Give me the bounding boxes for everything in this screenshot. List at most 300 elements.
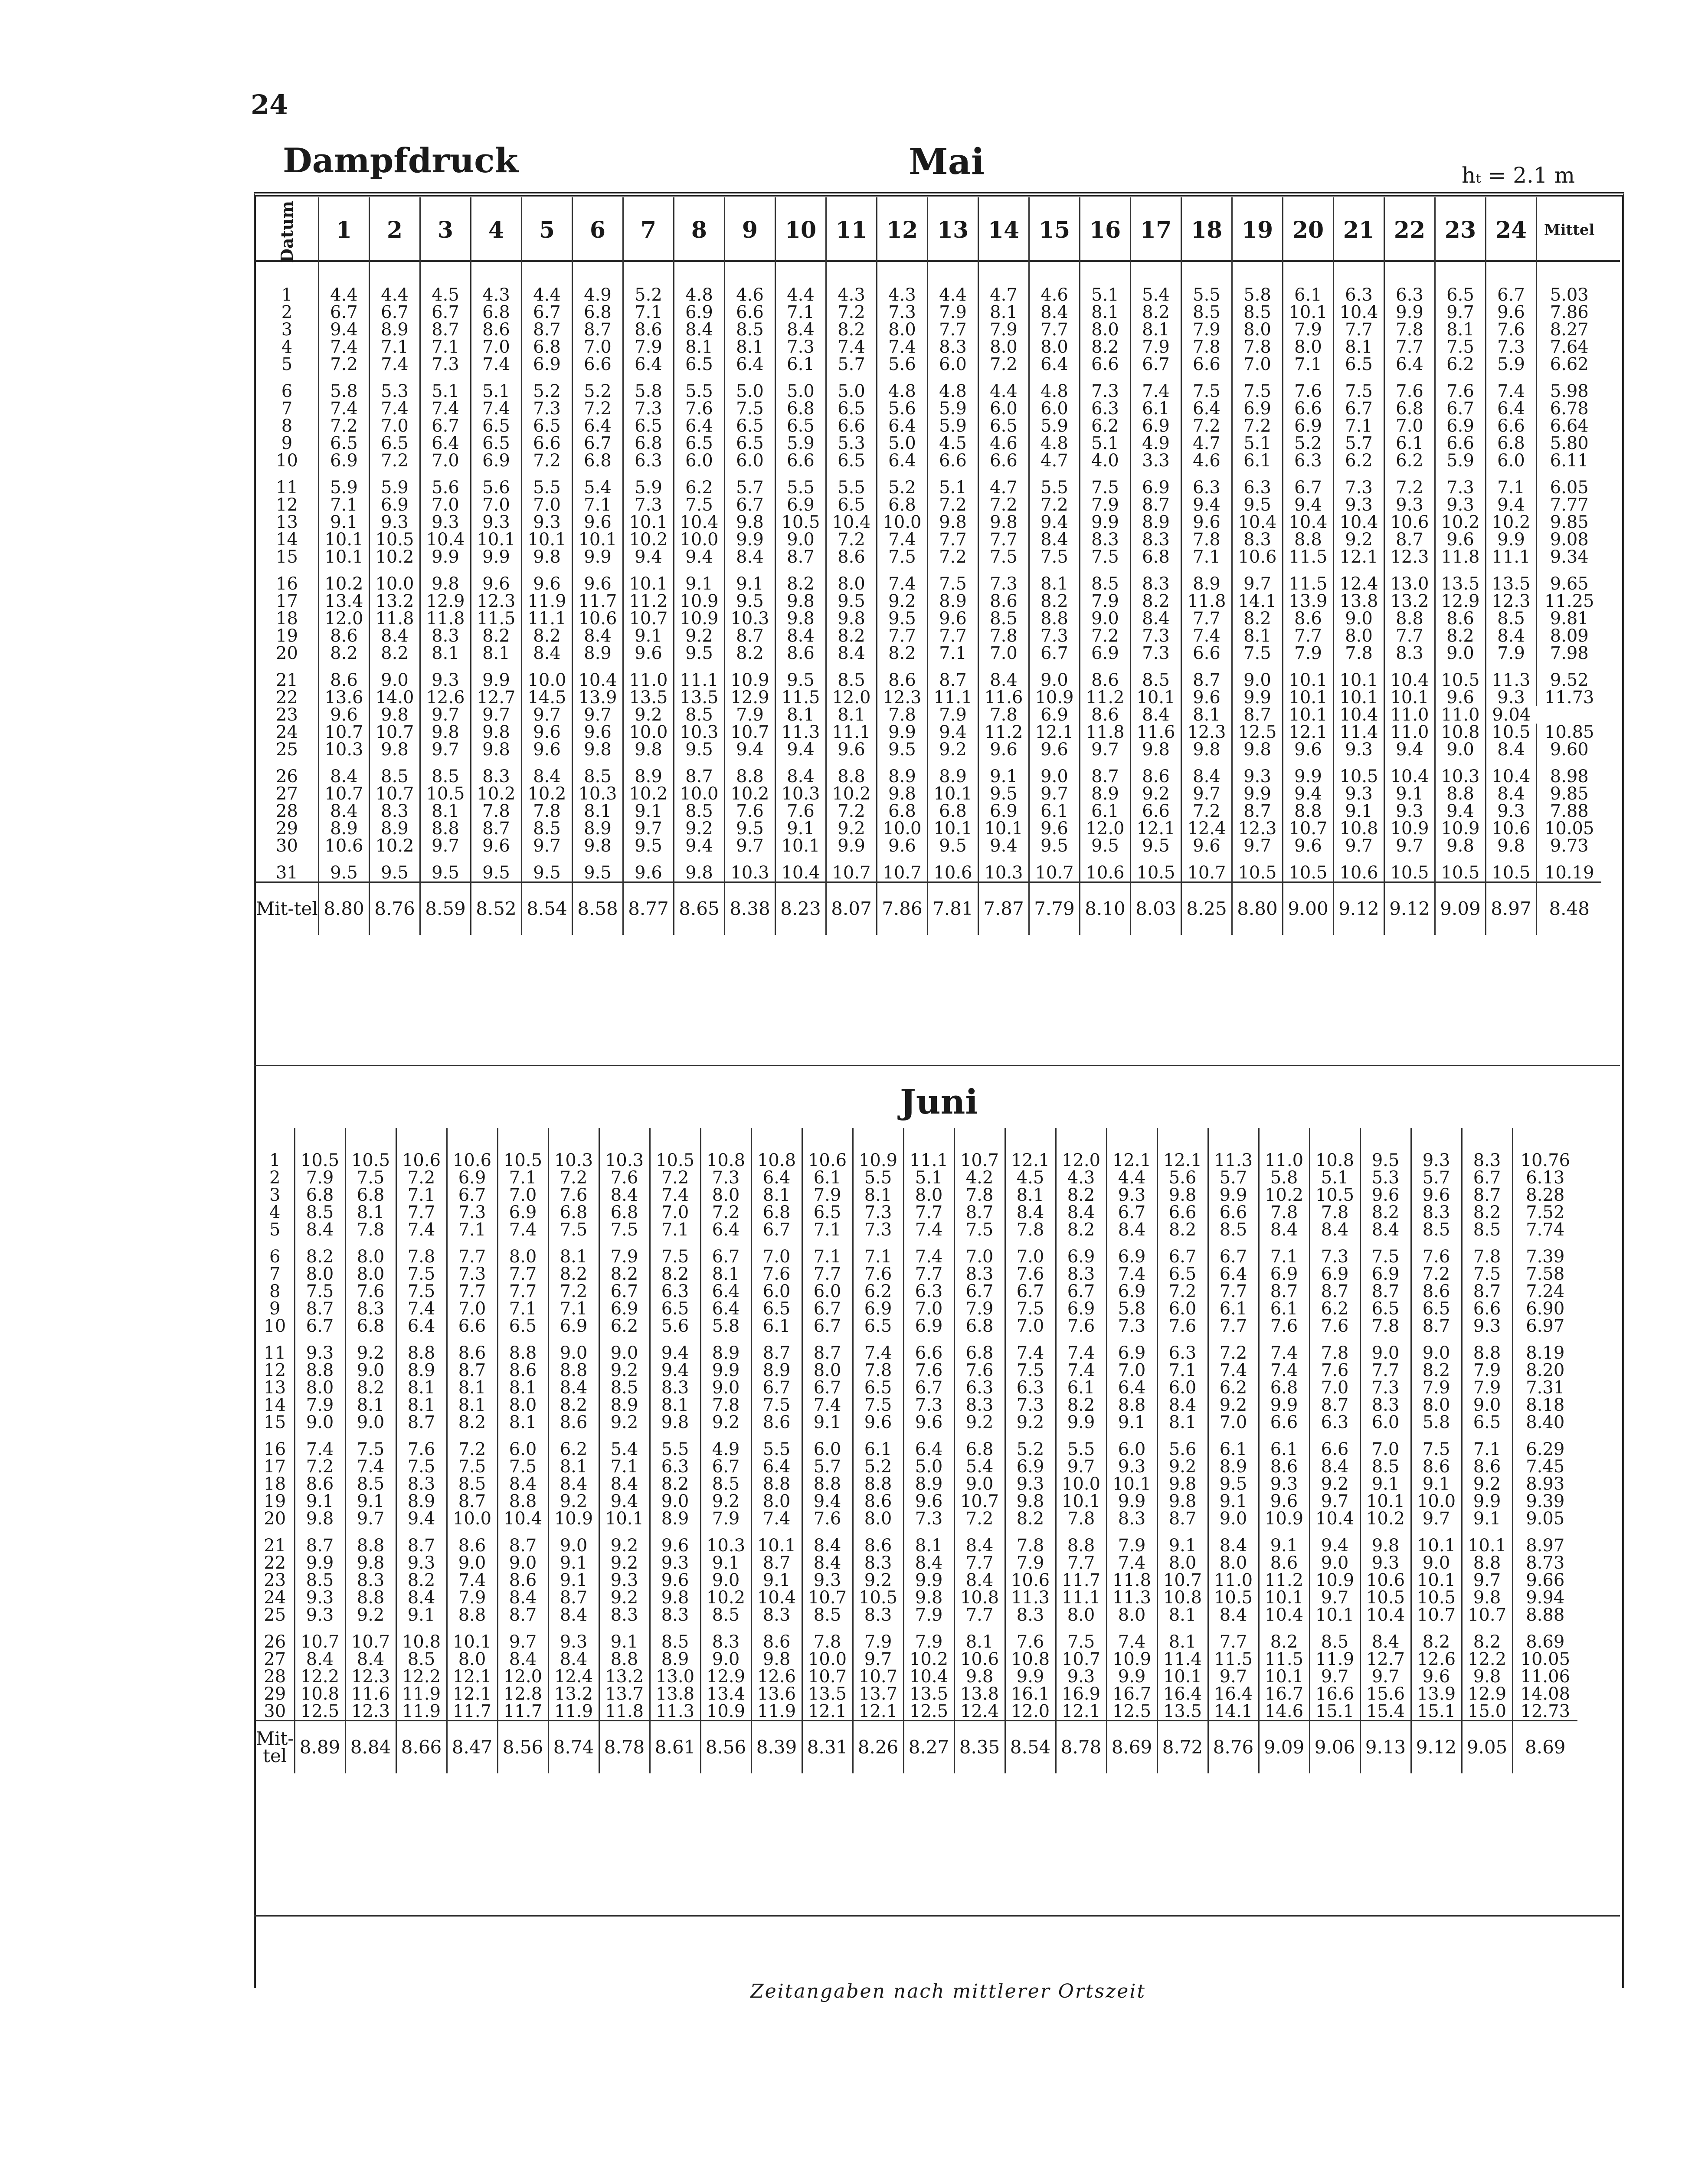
value-cell: 8.1 [826, 706, 877, 724]
value-cell: 9.0 [1029, 758, 1080, 785]
value-cell: 8.7 [674, 758, 724, 785]
value-cell: 9.3 [396, 1554, 447, 1572]
value-cell: 15.1 [1411, 1703, 1462, 1721]
value-cell: 6.5 [724, 435, 775, 452]
value-cell: 5.5 [1029, 469, 1080, 496]
value-cell: 13.6 [751, 1685, 802, 1703]
value-cell: 8.2 [1056, 1186, 1106, 1204]
mean-cell: 8.35 [954, 1721, 1005, 1774]
value-cell: 12.0 [318, 610, 369, 627]
value-cell: 7.5 [447, 1458, 497, 1475]
value-cell: 9.3 [294, 1335, 345, 1362]
value-cell: 6.8 [1130, 548, 1181, 566]
value-cell: 7.7 [978, 531, 1029, 548]
value-cell: 12.7 [1360, 1651, 1411, 1668]
value-cell: 10.4 [1486, 758, 1536, 785]
value-cell: 6.5 [802, 1204, 853, 1221]
value-cell: 7.3 [1309, 1238, 1360, 1265]
value-cell: 8.7 [497, 1527, 548, 1554]
value-cell: 10.0 [1056, 1475, 1106, 1493]
value-cell: 9.4 [674, 837, 724, 855]
value-cell: 8.7 [751, 1335, 802, 1362]
value-cell: 5.5 [775, 469, 826, 496]
value-cell: 7.3 [623, 400, 674, 417]
value-cell: 16.7 [1106, 1685, 1157, 1703]
value-cell: 7.1 [369, 338, 420, 356]
day-cell: 25 [264, 1606, 286, 1624]
value-cell: 8.3 [1411, 1204, 1462, 1221]
value-cell: 12.9 [1462, 1685, 1512, 1703]
value-cell: 5.7 [1208, 1169, 1259, 1186]
value-cell: 7.1 [650, 1221, 700, 1238]
value-cell: 8.8 [826, 758, 877, 785]
value-cell: 8.9 [572, 820, 623, 837]
value-cell: 10.6 [318, 837, 369, 855]
value-cell: 11.6 [1130, 724, 1181, 741]
value-cell: 10.8 [700, 1128, 751, 1169]
value-cell: 5.0 [724, 373, 775, 400]
value-cell: 8.7 [1309, 1283, 1360, 1300]
value-cell: 8.0 [802, 1362, 853, 1379]
column-header-hour: 1 [318, 197, 369, 262]
value-cell: 7.0 [1360, 1431, 1411, 1458]
value-cell: 11.9 [1309, 1651, 1360, 1668]
value-cell: 10.1 [1130, 689, 1181, 706]
value-cell: 10.5 [345, 1128, 396, 1169]
value-cell: 6.5 [1333, 356, 1384, 373]
value-cell: 7.4 [369, 400, 420, 417]
day-cell: 20 [264, 1510, 286, 1527]
value-cell: 7.4 [318, 338, 369, 356]
value-cell: 11.8 [420, 610, 471, 627]
value-cell: 5.9 [775, 435, 826, 452]
value-cell: 10.4 [572, 662, 623, 689]
value-cell: 5.9 [927, 400, 978, 417]
value-cell: 12.1 [447, 1685, 497, 1703]
value-cell: 6.0 [1157, 1379, 1208, 1396]
value-cell: 9.0 [345, 1414, 396, 1431]
mean-cell: 8.72 [1157, 1721, 1208, 1774]
value-cell: 8.1 [345, 1396, 396, 1414]
value-cell: 7.3 [1130, 627, 1181, 645]
value-cell: 7.5 [396, 1458, 447, 1475]
value-cell: 6.3 [1181, 469, 1232, 496]
value-cell: 10.0 [623, 724, 674, 741]
value-cell: 8.5 [650, 1624, 700, 1651]
value-cell: 9.7 [345, 1510, 396, 1527]
value-cell: 6.3 [1283, 452, 1333, 469]
value-cell: 8.7 [1384, 531, 1435, 548]
value-cell: 9.3 [1259, 1475, 1309, 1493]
table-row [256, 469, 1601, 496]
value-cell: 9.8 [1005, 1493, 1056, 1510]
value-cell: 6.7 [318, 304, 369, 321]
value-cell: 12.9 [724, 689, 775, 706]
value-cell: 9.9 [1462, 1493, 1512, 1510]
value-cell: 8.8 [1283, 803, 1333, 820]
value-cell: 8.4 [1130, 706, 1181, 724]
table-row [256, 1221, 1577, 1238]
value-cell: 13.0 [650, 1668, 700, 1685]
value-cell: 8.1 [751, 1186, 802, 1204]
value-cell: 5.9 [369, 469, 420, 496]
value-cell: 6.2 [1435, 356, 1486, 373]
value-cell: 8.5 [826, 662, 877, 689]
value-cell: 9.2 [700, 1493, 751, 1510]
value-cell: 9.0 [548, 1527, 599, 1554]
table-row [256, 820, 1601, 837]
value-cell: 9.0 [1080, 610, 1130, 627]
value-cell: 6.7 [751, 1379, 802, 1396]
value-cell: 6.4 [751, 1169, 802, 1186]
value-cell: 9.5 [1080, 837, 1130, 855]
value-cell: 8.9 [1208, 1458, 1259, 1475]
value-cell: 7.5 [1080, 548, 1130, 566]
value-cell: 9.6 [1259, 1493, 1309, 1510]
value-cell: 9.8 [1157, 1475, 1208, 1493]
value-cell: 10.0 [521, 662, 572, 689]
value-cell: 7.5 [1232, 373, 1283, 400]
value-cell: 8.4 [1259, 1221, 1309, 1238]
value-cell: 7.6 [751, 1265, 802, 1283]
value-cell: 8.5 [420, 758, 471, 785]
value-cell: 9.2 [853, 1572, 903, 1589]
value-cell: 7.4 [1106, 1554, 1157, 1572]
value-cell: 8.6 [751, 1624, 802, 1651]
value-cell: 7.5 [599, 1221, 650, 1238]
value-cell: 11.0 [1384, 724, 1435, 741]
value-cell: 9.6 [623, 645, 674, 662]
value-cell: 7.3 [1333, 469, 1384, 496]
value-cell: 10.9 [548, 1510, 599, 1527]
day-cell: 23 [264, 1572, 286, 1589]
value-cell: 8.18 [1512, 1396, 1577, 1414]
value-cell: 6.6 [572, 356, 623, 373]
value-cell: 7.5 [1181, 373, 1232, 400]
value-cell: 9.2 [1462, 1475, 1512, 1493]
value-cell: 8.2 [1029, 593, 1080, 610]
value-cell: 7.9 [1486, 645, 1536, 662]
value-cell: 10.6 [447, 1128, 497, 1169]
value-cell: 7.2 [826, 304, 877, 321]
day-cell: 30 [276, 837, 298, 855]
value-cell: 6.1 [1056, 1379, 1106, 1396]
value-cell: 10.0 [877, 514, 927, 531]
mean-cell: 8.59 [420, 882, 471, 935]
value-cell: 8.2 [775, 566, 826, 593]
value-cell: 7.8 [1309, 1335, 1360, 1362]
value-cell: 9.8 [1157, 1493, 1208, 1510]
value-cell: 10.1 [1283, 662, 1333, 689]
table-row [256, 1624, 1577, 1651]
value-cell: 10.1 [623, 566, 674, 593]
value-cell: 7.1 [1333, 417, 1384, 435]
value-cell: 6.8 [572, 304, 623, 321]
value-cell: 7.8 [345, 1221, 396, 1238]
value-cell: 7.1 [775, 304, 826, 321]
value-cell: 6.9 [978, 803, 1029, 820]
value-cell: 9.9 [903, 1572, 954, 1589]
value-cell: 10.5 [1333, 758, 1384, 785]
value-cell: 4.9 [700, 1431, 751, 1458]
value-cell: 6.2 [1333, 452, 1384, 469]
value-cell: 5.6 [471, 469, 521, 496]
value-cell: 9.2 [599, 1554, 650, 1572]
value-cell: 6.3 [650, 1458, 700, 1475]
value-cell: 10.6 [802, 1128, 853, 1169]
value-cell: 8.9 [903, 1475, 954, 1493]
value-cell: 6.8 [294, 1186, 345, 1204]
value-cell: 10.5 [1208, 1589, 1259, 1606]
value-cell: 12.3 [1486, 593, 1536, 610]
value-cell: 8.6 [1411, 1458, 1462, 1475]
value-cell: 5.3 [1360, 1169, 1411, 1186]
value-cell: 7.7 [1029, 321, 1080, 338]
value-cell: 6.29 [1512, 1431, 1577, 1458]
value-cell: 9.4 [623, 548, 674, 566]
value-cell: 8.1 [497, 1379, 548, 1396]
value-cell: 5.2 [623, 262, 674, 304]
value-cell: 10.6 [1486, 820, 1536, 837]
value-cell: 9.4 [1283, 496, 1333, 514]
value-cell: 6.9 [1130, 417, 1181, 435]
value-cell: 10.1 [1283, 689, 1333, 706]
value-cell: 7.9 [1130, 338, 1181, 356]
value-cell: 10.2 [369, 548, 420, 566]
value-cell: 9.2 [1130, 785, 1181, 803]
value-cell: 9.6 [826, 741, 877, 758]
value-cell: 4.7 [1181, 435, 1232, 452]
table-row [256, 741, 1601, 758]
value-cell: 9.2 [1157, 1458, 1208, 1475]
value-cell: 10.1 [599, 1510, 650, 1527]
value-cell: 7.7 [1384, 627, 1435, 645]
value-cell: 13.5 [1157, 1703, 1208, 1721]
value-cell: 8.6 [1259, 1554, 1309, 1572]
value-cell: 9.6 [650, 1572, 700, 1589]
value-cell: 10.2 [724, 785, 775, 803]
day-cell: 10 [276, 452, 298, 469]
value-cell: 10.5 [1130, 855, 1181, 882]
value-cell: 9.1 [623, 803, 674, 820]
value-cell: 5.2 [572, 373, 623, 400]
value-cell: 9.7 [572, 706, 623, 724]
value-cell: 9.3 [1056, 1668, 1106, 1685]
value-cell: 4.3 [471, 262, 521, 304]
value-cell: 6.4 [724, 356, 775, 373]
mean-cell: 8.97 [1486, 882, 1536, 935]
value-cell: 10.1 [1411, 1527, 1462, 1554]
value-cell: 6.6 [1080, 356, 1130, 373]
value-cell: 8.5 [599, 1379, 650, 1396]
value-cell: 6.6 [1486, 417, 1536, 435]
value-cell: 10.4 [1259, 1606, 1309, 1624]
value-cell: 8.6 [1283, 610, 1333, 627]
value-cell: 10.8 [954, 1589, 1005, 1606]
value-cell: 8.8 [1056, 1527, 1106, 1554]
value-cell: 10.9 [1029, 689, 1080, 706]
value-cell: 8.7 [548, 1589, 599, 1606]
value-cell: 12.7 [471, 689, 521, 706]
mean-cell: 9.06 [1309, 1721, 1360, 1774]
value-cell: 9.5 [927, 837, 978, 855]
value-cell: 5.2 [1283, 435, 1333, 452]
value-cell: 6.8 [751, 1204, 802, 1221]
value-cell: 5.6 [1157, 1431, 1208, 1458]
value-cell: 8.7 [497, 1606, 548, 1624]
value-cell: 8.1 [1333, 338, 1384, 356]
value-cell: 8.5 [447, 1475, 497, 1493]
value-cell: 7.1 [802, 1238, 853, 1265]
value-cell: 8.6 [775, 645, 826, 662]
value-cell: 4.4 [978, 373, 1029, 400]
value-cell: 9.8 [826, 610, 877, 627]
value-cell: 8.8 [599, 1651, 650, 1668]
mean-cell: 8.69 [1512, 1721, 1577, 1774]
value-cell: 5.6 [877, 400, 927, 417]
value-cell: 8.2 [599, 1265, 650, 1283]
value-cell: 9.0 [700, 1651, 751, 1668]
value-cell: 9.8 [294, 1510, 345, 1527]
value-cell: 8.7 [751, 1554, 802, 1572]
value-cell: 8.2 [1462, 1624, 1512, 1651]
value-cell: 9.1 [1411, 1475, 1462, 1493]
value-cell: 8.4 [521, 758, 572, 785]
value-cell: 9.7 [420, 741, 471, 758]
value-cell: 14.1 [1208, 1703, 1259, 1721]
value-cell: 10.3 [724, 855, 775, 882]
value-cell: 9.5 [1232, 496, 1283, 514]
value-cell: 6.5 [1411, 1300, 1462, 1317]
value-cell: 6.3 [1005, 1379, 1056, 1396]
value-cell: 7.3 [447, 1265, 497, 1283]
value-cell: 10.2 [1486, 514, 1536, 531]
value-cell: 8.8 [1029, 610, 1080, 627]
value-cell: 4.4 [927, 262, 978, 304]
value-cell: 6.7 [420, 417, 471, 435]
day-cell: 18 [276, 610, 298, 627]
value-cell: 8.1 [471, 645, 521, 662]
value-cell: 5.2 [877, 469, 927, 496]
value-cell: 7.3 [853, 1204, 903, 1221]
value-cell: 6.0 [1360, 1414, 1411, 1431]
value-cell: 10.3 [1435, 758, 1486, 785]
value-cell: 13.5 [1486, 566, 1536, 593]
day-cell: 31 [276, 863, 298, 882]
value-cell: 8.5 [369, 758, 420, 785]
value-cell: 16.6 [1309, 1685, 1360, 1703]
day-cell: 7 [269, 1265, 281, 1283]
value-cell: 7.5 [396, 1283, 447, 1300]
day-cell: 16 [276, 574, 298, 593]
value-cell: 7.7 [1208, 1317, 1259, 1335]
value-cell: 9.8 [1232, 741, 1283, 758]
value-cell: 6.4 [903, 1431, 954, 1458]
value-cell: 8.7 [1259, 1283, 1309, 1300]
value-cell: 5.8 [1106, 1300, 1157, 1317]
value-cell: 6.2 [1384, 452, 1435, 469]
value-cell: 10.1 [1384, 689, 1435, 706]
value-cell: 8.7 [1309, 1396, 1360, 1414]
value-cell: 8.3 [599, 1606, 650, 1624]
value-cell: 7.9 [1462, 1379, 1512, 1396]
value-cell: 8.09 [1536, 627, 1601, 645]
value-cell: 9.8 [724, 514, 775, 531]
value-cell: 8.4 [521, 645, 572, 662]
value-cell: 5.5 [826, 469, 877, 496]
value-cell: 11.8 [1080, 724, 1130, 741]
value-cell: 9.0 [1232, 662, 1283, 689]
value-cell: 10.7 [877, 855, 927, 882]
value-cell: 9.4 [1181, 496, 1232, 514]
table-row [256, 1186, 1577, 1204]
value-cell: 13.5 [623, 689, 674, 706]
value-cell: 7.2 [1384, 469, 1435, 496]
value-cell: 4.7 [978, 262, 1029, 304]
value-cell: 8.1 [903, 1527, 954, 1554]
value-cell: 10.4 [497, 1510, 548, 1527]
value-cell: 5.1 [471, 373, 521, 400]
value-cell: 8.9 [650, 1510, 700, 1527]
value-cell: 6.4 [700, 1283, 751, 1300]
value-cell: 10.1 [1283, 304, 1333, 321]
mean-cell: 8.78 [599, 1721, 650, 1774]
value-cell: 11.8 [369, 610, 420, 627]
value-cell: 7.5 [1411, 1431, 1462, 1458]
value-cell: 9.9 [1232, 785, 1283, 803]
value-cell: 8.2 [826, 627, 877, 645]
value-cell: 7.1 [802, 1221, 853, 1238]
value-cell: 8.4 [599, 1475, 650, 1493]
value-cell: 10.3 [318, 741, 369, 758]
value-cell: 10.4 [1333, 304, 1384, 321]
value-cell: 6.3 [1333, 262, 1384, 304]
value-cell: 7.4 [396, 1221, 447, 1238]
value-cell: 6.6 [775, 452, 826, 469]
value-cell: 6.6 [1462, 1300, 1512, 1317]
day-cell: 1 [269, 1150, 281, 1169]
value-cell: 8.7 [420, 321, 471, 338]
value-cell: 10.1 [927, 820, 978, 837]
value-cell: 9.4 [1486, 496, 1536, 514]
value-cell: 7.3 [420, 356, 471, 373]
value-cell: 7.1 [497, 1169, 548, 1186]
value-cell: 10.3 [978, 855, 1029, 882]
value-cell: 10.3 [548, 1128, 599, 1169]
value-cell: 11.9 [396, 1685, 447, 1703]
value-cell: 9.9 [1486, 531, 1536, 548]
value-cell: 9.4 [1029, 514, 1080, 531]
mean-label: Mit-tel [256, 882, 318, 935]
value-cell: 9.4 [396, 1510, 447, 1527]
value-cell: 7.1 [396, 1186, 447, 1204]
value-cell: 10.8 [1157, 1589, 1208, 1606]
value-cell: 7.0 [1208, 1414, 1259, 1431]
value-cell: 6.5 [826, 496, 877, 514]
value-cell: 10.4 [903, 1668, 954, 1685]
value-cell: 8.0 [978, 338, 1029, 356]
value-cell: 6.7 [1435, 400, 1486, 417]
table-row [256, 321, 1601, 338]
value-cell: 9.2 [599, 1362, 650, 1379]
value-cell: 6.8 [521, 338, 572, 356]
value-cell: 7.9 [599, 1238, 650, 1265]
value-cell: 8.1 [650, 1396, 700, 1414]
value-cell: 6.9 [599, 1300, 650, 1317]
value-cell: 8.6 [548, 1414, 599, 1431]
value-cell: 6.8 [471, 304, 521, 321]
value-cell: 7.39 [1512, 1238, 1577, 1265]
